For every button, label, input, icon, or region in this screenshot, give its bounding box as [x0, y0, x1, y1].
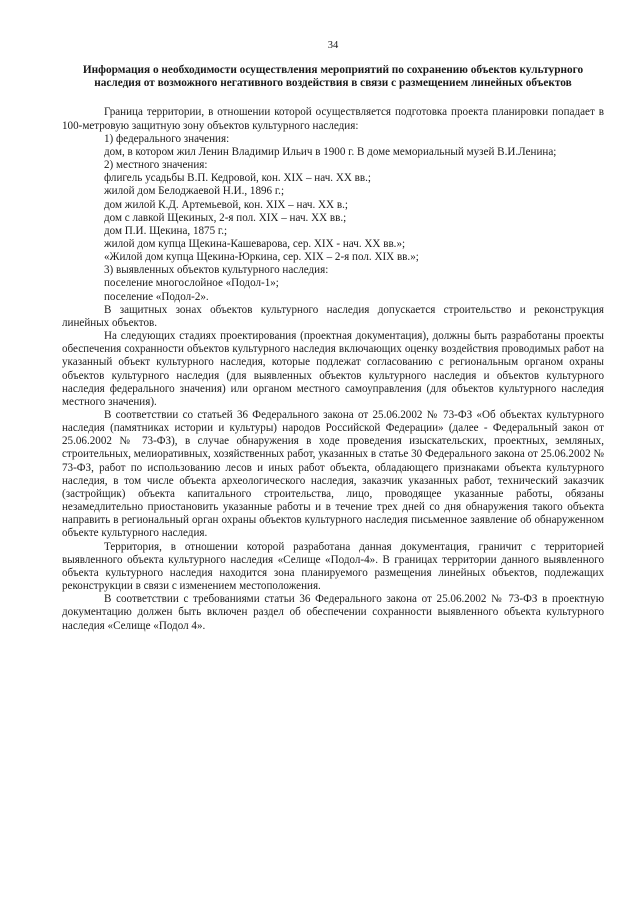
federal-item: дом, в котором жил Ленин Владимир Ильич в 1900 г. В доме мемориальный музей В.И.Ленина; — [104, 145, 557, 158]
federal-heading: 1) федерального значения: — [104, 132, 230, 145]
local-heading: 2) местного значения: — [104, 159, 208, 172]
local-item: дом жилой К.Д. Артемьевой, кон. XIX – нач. XX в.; — [104, 198, 348, 211]
body-paragraph: Территория, в отношении которой разработана данная документация, граничит с территорией выявленного объекта культурного наследия «Селище «Подол-4». В границах территории данного выявленного объекта культурного наследия находится зона планируемого размещения линейных объектов, подлежащих реконструкции в связи с изменением местоположения. — [62, 540, 604, 593]
local-item: «Жилой дом купца Щекина-Юркина, сер. XIX – 2-я пол. XIX вв.»; — [104, 251, 419, 264]
local-item: жилой дом Белоджаевой Н.И., 1896 г.; — [104, 185, 285, 198]
body-paragraph: В соответствии с требованиями статьи 36 Федерального закона от 25.06.2002 № 73-ФЗ в проектную документацию должен быть включен раздел об обеспечении сохранности выявленного объекта культурного наследия «Селище «Подол 4». — [62, 593, 604, 632]
page-number: 34 — [327, 40, 339, 51]
body-paragraph: В защитных зонах объектов культурного наследия допускается строительство и реконструкция линейных объектов. — [62, 303, 604, 329]
body-paragraph: На следующих стадиях проектирования (проектная документация), должны быть разработаны проекты обеспечения сохранности объектов культурного наследия включающих оценку воздействия проводимых работ на указанный объект культурного наследия, которые подлежат согласованию с региональным органом охраны объектов культурного наследия (для выявленных объектов культурного наследия и объектов культурного наследия федерального значения) или органом местного самоуправления (для объектов культурного наследия местного значения). — [62, 330, 604, 408]
local-item: дом П.И. Щекина, 1875 г.; — [104, 224, 228, 237]
local-item: дом с лавкой Щекиных, 2-я пол. XIX – нач. XX вв.; — [104, 211, 347, 224]
local-item: жилой дом купца Щекина-Кашеварова, сер. XIX - нач. XX вв.»; — [104, 237, 406, 250]
body-paragraph: В соответствии со статьей 36 Федерального закона от 25.06.2002 № 73-ФЗ «Об объектах культурного наследия (памятниках истории и культуры) народов Российской Федерации» (далее - Федеральный закон от 25.06.2002 № 73-ФЗ), в случае обнаружения в ходе проведения изыскательских, проектных, земляных, строительных, мелиоративных, хозяйственных работ, указанных в статье 30 Федерального закона от 25.06.2002 № 73-ФЗ, работ по использованию лесов и иных работ объекта, обладающего признаками объекта культурного наследия, в том числе объекта археологического наследия, заказчик указанных работ, технический заказчик (застройщик) объекта капитального строительства, лицо, проводящее указанные работы, обязаны незамедлительно приостановить указанные работы и в течение трех дней со дня обнаружения такого объекта направить в региональный орган охраны объектов культурного наследия письменное заявление об обнаруженном объекте культурного наследия. — [62, 409, 604, 540]
document-heading: Информация о необходимости осуществления мероприятий по сохранению объектов культурного наследия от возможного негативного воздействия в связи с размещением линейных объектов — [82, 64, 584, 90]
intro-paragraph: Граница территории, в отношении которой осуществляется подготовка проекта планировки попадает в 100-метровую защитную зону объектов культурного наследия: — [62, 106, 604, 132]
local-item: флигель усадьбы В.П. Кедровой, кон. XIX – нач. XX вв.; — [104, 172, 371, 185]
identified-item: поселение «Подол-2». — [104, 290, 209, 303]
identified-heading: 3) выявленных объектов культурного наследия: — [104, 264, 329, 277]
identified-item: поселение многослойное «Подол-1»; — [104, 277, 279, 290]
